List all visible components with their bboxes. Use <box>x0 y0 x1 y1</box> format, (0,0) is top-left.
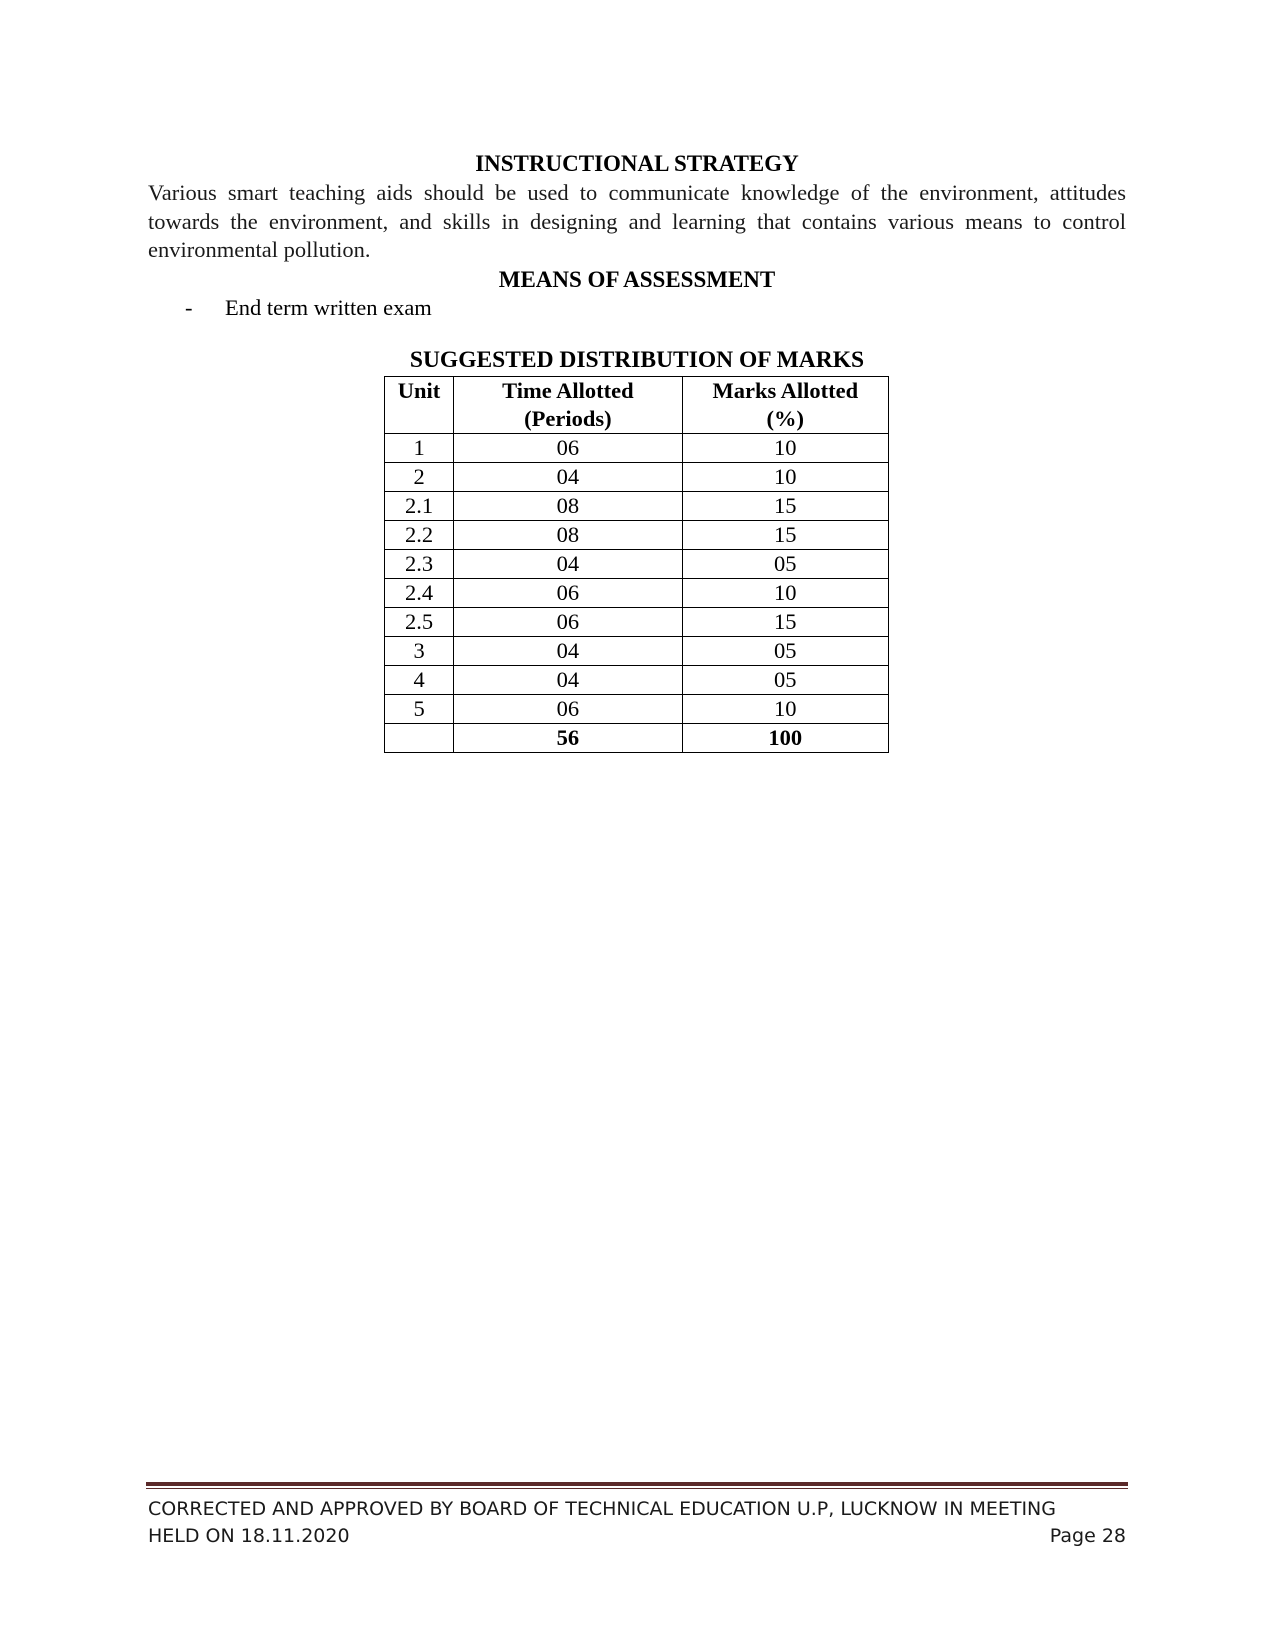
unit-cell: 2 <box>385 463 454 492</box>
table-row <box>385 550 889 579</box>
marks-cell: 10 <box>682 695 888 724</box>
unit-cell: 2.5 <box>385 608 454 637</box>
unit-cell: 2.2 <box>385 521 454 550</box>
total-time-cell: 56 <box>454 724 682 753</box>
marks-cell: 15 <box>682 492 888 521</box>
table-row <box>385 579 889 608</box>
unit-cell: 4 <box>385 666 454 695</box>
marks-cell: 10 <box>682 463 888 492</box>
marks-header-line1: Marks Allotted <box>712 378 859 403</box>
time-cell: 06 <box>454 608 682 637</box>
marks-cell: 15 <box>682 608 888 637</box>
page-footer <box>148 1496 1126 1550</box>
marks-cell: 05 <box>682 666 888 695</box>
table-row <box>385 434 889 463</box>
unit-header-text: Unit <box>397 378 441 403</box>
list-bullet: - <box>185 295 193 320</box>
unit-cell: 3 <box>385 637 454 666</box>
total-marks-cell: 100 <box>682 724 888 753</box>
marks-column-header <box>682 377 888 434</box>
time-cell: 06 <box>454 434 682 463</box>
marks-distribution-table <box>384 376 889 753</box>
assessment-list-item <box>185 294 432 322</box>
time-cell: 06 <box>454 579 682 608</box>
marks-cell: 15 <box>682 521 888 550</box>
footer-divider-thin <box>146 1488 1128 1489</box>
assessment-item-text: End term written exam <box>225 295 432 320</box>
table-row <box>385 666 889 695</box>
unit-cell: 2.4 <box>385 579 454 608</box>
time-cell: 08 <box>454 521 682 550</box>
unit-cell: 5 <box>385 695 454 724</box>
means-of-assessment-heading: MEANS OF ASSESSMENT <box>498 267 776 292</box>
time-cell: 08 <box>454 492 682 521</box>
time-cell: 04 <box>454 550 682 579</box>
time-cell: 04 <box>454 463 682 492</box>
instructional-strategy-paragraph: Various smart teaching aids should be used to communicate knowledge of the environment, attitudes towards the environment, and skills in designing and learning that contains various means to control environmental pollution. <box>148 180 1126 262</box>
unit-cell: 2.3 <box>385 550 454 579</box>
unit-cell: 1 <box>385 434 454 463</box>
marks-table-title: SUGGESTED DISTRIBUTION OF MARKS <box>409 347 865 373</box>
time-cell: 06 <box>454 695 682 724</box>
footer-meeting-date: HELD ON 18.11.2020 <box>148 1525 350 1547</box>
footer-approval-line: CORRECTED AND APPROVED BY BOARD OF TECHNICAL EDUCATION U.P, LUCKNOW IN MEETING <box>148 1498 1056 1520</box>
instructional-strategy-heading: INSTRUCTIONAL STRATEGY <box>475 151 799 176</box>
marks-header-line2: (%) <box>766 406 805 431</box>
table-row <box>385 695 889 724</box>
marks-cell: 05 <box>682 637 888 666</box>
table-header-row <box>385 377 889 434</box>
marks-cell: 05 <box>682 550 888 579</box>
table-row <box>385 521 889 550</box>
time-cell: 04 <box>454 666 682 695</box>
table-row <box>385 492 889 521</box>
time-cell: 04 <box>454 637 682 666</box>
table-row <box>385 463 889 492</box>
table-row <box>385 637 889 666</box>
total-unit-cell <box>385 724 454 753</box>
table-total-row <box>385 724 889 753</box>
unit-column-header <box>385 377 454 434</box>
page-number: Page 28 <box>1049 1525 1126 1547</box>
marks-cell: 10 <box>682 434 888 463</box>
unit-cell: 2.1 <box>385 492 454 521</box>
time-header-line1: Time Allotted <box>502 378 634 403</box>
time-header-line2: (Periods) <box>524 406 612 431</box>
marks-cell: 10 <box>682 579 888 608</box>
table-row <box>385 608 889 637</box>
time-column-header <box>454 377 682 434</box>
footer-divider-thick <box>146 1482 1128 1486</box>
footer-second-row <box>148 1523 1126 1550</box>
